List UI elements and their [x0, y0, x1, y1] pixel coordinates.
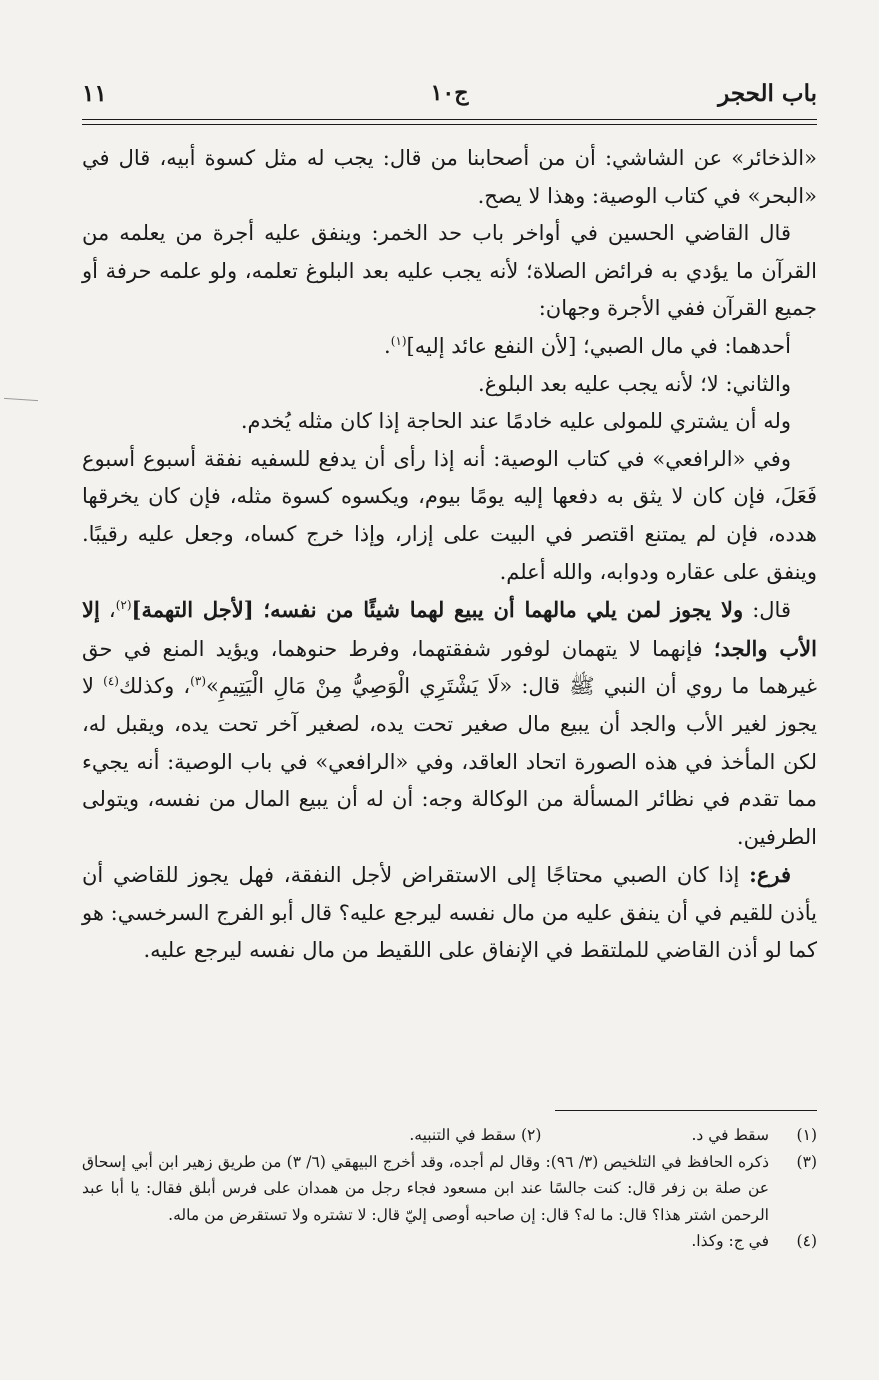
running-header [82, 76, 817, 116]
footnote-ref: (١) [390, 333, 407, 348]
footnote-ref: (٤) [103, 674, 119, 689]
footnote-ref: (٣) [190, 674, 206, 689]
footnote-pair [82, 1122, 769, 1149]
footnote-text: ذكره الحافظ في التلخيص (٣/ ٩٦): وقال لم أجده، وقد أخرج البيهقي (٦/ ٣) من طريق زهير ابن أبي إسحاق عن صلة بن زفر قال: كنت جالسًا عند ابن مسعود فجاء رجل من همدان على فرس أبلق فقال: يا أبا عبد الرحمن اشتر هذا؟ قال: ما له؟ قال: إن صاحبه أوصى إليّ قال: لا تشتره ولا تستقرض من ماله. [82, 1152, 769, 1224]
paragraph: «الذخائر» عن الشاشي: أن من أصحابنا من قال: يجب له مثل كسوة أبيه، قال في «البحر» في كتاب الوصية: وهذا لا يصح. [82, 146, 817, 208]
footnote-separator [555, 1110, 817, 1111]
header-rule-bottom [82, 124, 817, 125]
footnote-line [82, 1122, 817, 1149]
paragraph-text: أحدهما: في مال الصبي؛ [لأن النفع عائد إليه] [406, 333, 791, 358]
paragraph-end: . [384, 333, 391, 358]
header-rule-top [82, 119, 817, 120]
paragraph-text: فإنهما لا يتهمان لوفور شفقتهما، وفرط حنوهما، ويؤيد المنع في حق غيرهما ما روي أن النبي ﷺ قال: «لَا يَشْتَرِي الْوَصِيُّ مِنْ مَالِ الْيَتِيمِ» [82, 636, 817, 699]
paragraph: وفي «الرافعي» في كتاب الوصية: أنه إذا رأى أن يدفع للسفيه نفقة أسبوع أسبوع فَعَلَ، فإن كان لا يثق به دفعها إليه يومًا بيوم، ويكسوه كسوة مثله، فإن كان يخرقها هدده، فإن لم يمتنع اقتصر في البيت على إزار، وإذا خرج كساه، وجعل عليه رقيبًا. وينفق على عقاره ودوابه، والله أعلم. [82, 446, 817, 584]
footnote-ref: (٢) [115, 598, 132, 613]
scan-edge-mark [4, 398, 38, 401]
footnote-text: سقط في د. [691, 1126, 769, 1144]
paragraph: وله أن يشتري للمولى عليه خادمًا عند الحاجة إذا كان مثله يُخدم. [240, 409, 791, 434]
chapter-title: باب الحجر [718, 80, 817, 107]
footnotes [82, 1122, 817, 1255]
paragraph: قال القاضي الحسين في أواخر باب حد الخمر: وينفق عليه أجرة من يعلمه من القرآن ما يؤدي به فرائض الصلاة؛ لأنه يجب عليه بعد البلوغ تعلمه، ولو علمه حرفة أو جميع القرآن ففي الأجرة وجهان: [82, 221, 817, 321]
main-text [82, 140, 817, 970]
matn-text: إلا الأب والجد؛ [82, 597, 817, 661]
matn-text: ولا يجوز لمن يلي مالهما أن يبيع لهما شيئًا من نفسه؛ [لأجل التهمة] [131, 597, 744, 623]
paragraph-text: قال: [743, 598, 791, 623]
paragraph-text: إذا كان الصبي محتاجًا إلى الاستقراض لأجل النفقة، فهل يجوز للقاضي أن يأذن للقيم في أن ينفق عليه من مال نفسه ليرجع عليه؟ قال أبو الفرج السرخسي: هو كما لو أذن القاضي للملتقط في الإنفاق على اللقيط من مال نفسه ليرجع عليه. [82, 863, 817, 963]
footnote-number: (٣) [796, 1152, 817, 1171]
paragraph: والثاني: لا؛ لأنه يجب عليه بعد البلوغ. [478, 371, 791, 396]
paragraph [82, 328, 817, 366]
footnote-text: سقط في التنبيه. [409, 1126, 517, 1144]
paragraph-text: ، [99, 598, 116, 623]
footnote-number: (١) [796, 1126, 817, 1144]
paragraph-text: ، وكذلك [118, 674, 191, 699]
footnote-number: (٤) [796, 1232, 817, 1250]
page-number: ١١ [82, 80, 107, 107]
paragraph [82, 591, 817, 856]
footnote-line [82, 1149, 817, 1229]
volume-label: ج١٠ [430, 80, 469, 106]
paragraph-text: لا يجوز لغير الأب والجد أن يبيع مال صغير تحت يده، لصغير آخر تحت يده، ويقبل له، لكن المأخذ في هذه الصورة اتحاد العاقد، وفي «الرافعي» في باب الوصية: أنه يجيء مما تقدم في نظائر المسألة من الوكالة وجه: أن له أن يبيع المال من نفسه، ويتولى الطرفين. [82, 674, 817, 849]
footnote-number: (٢) [520, 1126, 542, 1144]
footnote-line [82, 1228, 817, 1255]
paragraph [82, 856, 817, 970]
far-label: فرع: [749, 862, 791, 888]
footnote-text: في ج: وكذا. [691, 1232, 769, 1250]
